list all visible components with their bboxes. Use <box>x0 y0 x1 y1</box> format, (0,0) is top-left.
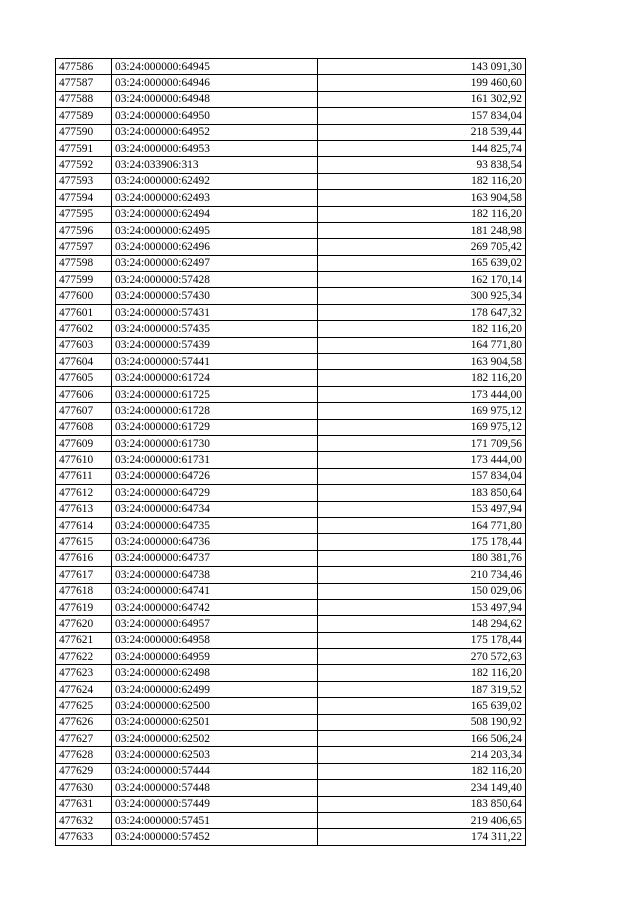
cadastral-value-cell: 164 771,80 <box>318 517 526 533</box>
row-number-cell: 477610 <box>56 452 112 468</box>
table-row <box>56 435 526 451</box>
table-row <box>56 550 526 566</box>
row-number-cell: 477631 <box>56 796 112 812</box>
cadastral-value-cell: 508 190,92 <box>318 714 526 730</box>
row-number-cell: 477605 <box>56 370 112 386</box>
row-number-cell: 477594 <box>56 190 112 206</box>
cadastral-value-cell: 143 091,30 <box>318 59 526 75</box>
row-number-cell: 477617 <box>56 567 112 583</box>
cadastral-value-cell: 173 444,00 <box>318 452 526 468</box>
table-row <box>56 173 526 189</box>
row-number-cell: 477614 <box>56 517 112 533</box>
cadastral-value-cell: 182 116,20 <box>318 665 526 681</box>
row-number-cell: 477629 <box>56 763 112 779</box>
cadastral-number-cell: 03:24:000000:64948 <box>112 91 318 107</box>
cadastral-value-cell: 165 639,02 <box>318 698 526 714</box>
row-number-cell: 477608 <box>56 419 112 435</box>
cadastral-number-cell: 03:24:000000:62498 <box>112 665 318 681</box>
cadastral-number-cell: 03:24:000000:64726 <box>112 468 318 484</box>
cadastral-value-cell: 148 294,62 <box>318 616 526 632</box>
cadastral-value-cell: 163 904,58 <box>318 190 526 206</box>
cadastral-value-cell: 178 647,32 <box>318 304 526 320</box>
table-row <box>56 157 526 173</box>
cadastral-number-cell: 03:24:000000:62500 <box>112 698 318 714</box>
cadastral-number-cell: 03:24:000000:64958 <box>112 632 318 648</box>
table-row <box>56 75 526 91</box>
cadastral-number-cell: 03:24:000000:64946 <box>112 75 318 91</box>
cadastral-value-cell: 169 975,12 <box>318 403 526 419</box>
cadastral-number-cell: 03:24:000000:64952 <box>112 124 318 140</box>
table-row <box>56 698 526 714</box>
row-number-cell: 477618 <box>56 583 112 599</box>
cadastral-number-cell: 03:24:000000:62495 <box>112 222 318 238</box>
cadastral-number-cell: 03:24:000000:57439 <box>112 337 318 353</box>
table-row <box>56 140 526 156</box>
cadastral-value-cell: 182 116,20 <box>318 370 526 386</box>
row-number-cell: 477589 <box>56 108 112 124</box>
table-row <box>56 714 526 730</box>
cadastral-value-cell: 153 497,94 <box>318 599 526 615</box>
row-number-cell: 477627 <box>56 731 112 747</box>
row-number-cell: 477607 <box>56 403 112 419</box>
cadastral-number-cell: 03:24:000000:61728 <box>112 403 318 419</box>
row-number-cell: 477630 <box>56 780 112 796</box>
table-row <box>56 812 526 828</box>
table-row <box>56 108 526 124</box>
cadastral-value-cell: 182 116,20 <box>318 763 526 779</box>
cadastral-value-cell: 180 381,76 <box>318 550 526 566</box>
cadastral-number-cell: 03:24:000000:62502 <box>112 731 318 747</box>
row-number-cell: 477622 <box>56 649 112 665</box>
row-number-cell: 477619 <box>56 599 112 615</box>
row-number-cell: 477621 <box>56 632 112 648</box>
table-row <box>56 829 526 845</box>
row-number-cell: 477598 <box>56 255 112 271</box>
row-number-cell: 477587 <box>56 75 112 91</box>
cadastral-number-cell: 03:24:000000:57451 <box>112 812 318 828</box>
cadastral-value-cell: 182 116,20 <box>318 173 526 189</box>
table-row <box>56 616 526 632</box>
table-body <box>56 59 526 846</box>
cadastral-number-cell: 03:24:033906:313 <box>112 157 318 173</box>
row-number-cell: 477624 <box>56 681 112 697</box>
table-row <box>56 91 526 107</box>
row-number-cell: 477601 <box>56 304 112 320</box>
table-row <box>56 517 526 533</box>
cadastral-number-cell: 03:24:000000:64736 <box>112 534 318 550</box>
cadastral-value-cell: 164 771,80 <box>318 337 526 353</box>
table-row <box>56 370 526 386</box>
cadastral-value-cell: 173 444,00 <box>318 386 526 402</box>
cadastral-number-cell: 03:24:000000:61731 <box>112 452 318 468</box>
table-row <box>56 321 526 337</box>
cadastral-number-cell: 03:24:000000:57431 <box>112 304 318 320</box>
cadastral-value-cell: 150 029,06 <box>318 583 526 599</box>
row-number-cell: 477609 <box>56 435 112 451</box>
cadastral-value-cell: 187 319,52 <box>318 681 526 697</box>
row-number-cell: 477625 <box>56 698 112 714</box>
cadastral-number-cell: 03:24:000000:64735 <box>112 517 318 533</box>
cadastral-number-cell: 03:24:000000:64950 <box>112 108 318 124</box>
table-row <box>56 304 526 320</box>
cadastral-value-cell: 161 302,92 <box>318 91 526 107</box>
cadastral-number-cell: 03:24:000000:62496 <box>112 239 318 255</box>
cadastral-number-cell: 03:24:000000:64742 <box>112 599 318 615</box>
table-row <box>56 222 526 238</box>
cadastral-value-cell: 269 705,42 <box>318 239 526 255</box>
cadastral-value-cell: 162 170,14 <box>318 272 526 288</box>
table-row <box>56 796 526 812</box>
table-row <box>56 255 526 271</box>
cadastral-number-cell: 03:24:000000:64737 <box>112 550 318 566</box>
row-number-cell: 477596 <box>56 222 112 238</box>
table-row <box>56 485 526 501</box>
table-row <box>56 649 526 665</box>
table-row <box>56 731 526 747</box>
cadastral-value-cell: 183 850,64 <box>318 485 526 501</box>
table-row <box>56 763 526 779</box>
table-row <box>56 452 526 468</box>
cadastral-number-cell: 03:24:000000:62503 <box>112 747 318 763</box>
cadastral-number-cell: 03:24:000000:62492 <box>112 173 318 189</box>
row-number-cell: 477626 <box>56 714 112 730</box>
table-row <box>56 780 526 796</box>
cadastral-number-cell: 03:24:000000:64738 <box>112 567 318 583</box>
cadastral-value-cell: 165 639,02 <box>318 255 526 271</box>
cadastral-value-cell: 270 572,63 <box>318 649 526 665</box>
table-row <box>56 403 526 419</box>
row-number-cell: 477603 <box>56 337 112 353</box>
row-number-cell: 477599 <box>56 272 112 288</box>
table-row <box>56 272 526 288</box>
cadastral-number-cell: 03:24:000000:64959 <box>112 649 318 665</box>
cadastral-number-cell: 03:24:000000:62497 <box>112 255 318 271</box>
cadastral-value-cell: 219 406,65 <box>318 812 526 828</box>
row-number-cell: 477588 <box>56 91 112 107</box>
cadastral-number-cell: 03:24:000000:62494 <box>112 206 318 222</box>
table-row <box>56 534 526 550</box>
cadastral-number-cell: 03:24:000000:57428 <box>112 272 318 288</box>
row-number-cell: 477602 <box>56 321 112 337</box>
table-row <box>56 337 526 353</box>
table-row <box>56 288 526 304</box>
row-number-cell: 477592 <box>56 157 112 173</box>
table-row <box>56 583 526 599</box>
row-number-cell: 477606 <box>56 386 112 402</box>
cadastral-value-cell: 183 850,64 <box>318 796 526 812</box>
cadastral-number-cell: 03:24:000000:62501 <box>112 714 318 730</box>
row-number-cell: 477593 <box>56 173 112 189</box>
table-row <box>56 681 526 697</box>
table-row <box>56 567 526 583</box>
cadastral-number-cell: 03:24:000000:61725 <box>112 386 318 402</box>
table-row <box>56 419 526 435</box>
row-number-cell: 477632 <box>56 812 112 828</box>
cadastral-number-cell: 03:24:000000:64734 <box>112 501 318 517</box>
cadastral-value-cell: 174 311,22 <box>318 829 526 845</box>
cadastral-value-cell: 300 925,34 <box>318 288 526 304</box>
cadastral-number-cell: 03:24:000000:57435 <box>112 321 318 337</box>
cadastral-value-cell: 218 539,44 <box>318 124 526 140</box>
cadastral-number-cell: 03:24:000000:64741 <box>112 583 318 599</box>
row-number-cell: 477628 <box>56 747 112 763</box>
row-number-cell: 477612 <box>56 485 112 501</box>
table-row <box>56 59 526 75</box>
table-row <box>56 501 526 517</box>
cadastral-value-cell: 181 248,98 <box>318 222 526 238</box>
row-number-cell: 477604 <box>56 354 112 370</box>
cadastral-value-cell: 171 709,56 <box>318 435 526 451</box>
row-number-cell: 477620 <box>56 616 112 632</box>
cadastral-number-cell: 03:24:000000:64957 <box>112 616 318 632</box>
cadastral-value-cell: 153 497,94 <box>318 501 526 517</box>
cadastral-number-cell: 03:24:000000:61729 <box>112 419 318 435</box>
row-number-cell: 477600 <box>56 288 112 304</box>
cadastral-number-cell: 03:24:000000:57449 <box>112 796 318 812</box>
cadastral-number-cell: 03:24:000000:64953 <box>112 140 318 156</box>
table-row <box>56 468 526 484</box>
cadastral-value-cell: 157 834,04 <box>318 108 526 124</box>
row-number-cell: 477613 <box>56 501 112 517</box>
table-row <box>56 632 526 648</box>
cadastral-value-cell: 175 178,44 <box>318 632 526 648</box>
table-row <box>56 747 526 763</box>
row-number-cell: 477611 <box>56 468 112 484</box>
cadastral-number-cell: 03:24:000000:57444 <box>112 763 318 779</box>
cadastral-number-cell: 03:24:000000:61724 <box>112 370 318 386</box>
table-row <box>56 239 526 255</box>
cadastral-value-cell: 93 838,54 <box>318 157 526 173</box>
cadastral-value-cell: 182 116,20 <box>318 206 526 222</box>
cadastral-value-cell: 175 178,44 <box>318 534 526 550</box>
row-number-cell: 477595 <box>56 206 112 222</box>
cadastral-value-cell: 199 460,60 <box>318 75 526 91</box>
cadastral-number-cell: 03:24:000000:62499 <box>112 681 318 697</box>
table-row <box>56 599 526 615</box>
cadastral-number-cell: 03:24:000000:57430 <box>112 288 318 304</box>
table-row <box>56 190 526 206</box>
cadastral-number-cell: 03:24:000000:57452 <box>112 829 318 845</box>
row-number-cell: 477615 <box>56 534 112 550</box>
table-row <box>56 124 526 140</box>
cadastral-value-cell: 182 116,20 <box>318 321 526 337</box>
cadastral-value-cell: 166 506,24 <box>318 731 526 747</box>
table-row <box>56 386 526 402</box>
cadastral-value-cell: 234 149,40 <box>318 780 526 796</box>
cadastral-value-cell: 169 975,12 <box>318 419 526 435</box>
cadastral-number-cell: 03:24:000000:57441 <box>112 354 318 370</box>
cadastral-value-cell: 157 834,04 <box>318 468 526 484</box>
table-row <box>56 665 526 681</box>
row-number-cell: 477633 <box>56 829 112 845</box>
table-row <box>56 206 526 222</box>
row-number-cell: 477623 <box>56 665 112 681</box>
cadastral-value-cell: 144 825,74 <box>318 140 526 156</box>
cadastral-number-cell: 03:24:000000:64729 <box>112 485 318 501</box>
row-number-cell: 477586 <box>56 59 112 75</box>
cadastral-number-cell: 03:24:000000:64945 <box>112 59 318 75</box>
row-number-cell: 477591 <box>56 140 112 156</box>
cadastral-value-cell: 163 904,58 <box>318 354 526 370</box>
cadastral-number-cell: 03:24:000000:62493 <box>112 190 318 206</box>
cadastral-value-cell: 214 203,34 <box>318 747 526 763</box>
table-row <box>56 354 526 370</box>
cadastral-number-cell: 03:24:000000:57448 <box>112 780 318 796</box>
row-number-cell: 477590 <box>56 124 112 140</box>
cadastral-number-cell: 03:24:000000:61730 <box>112 435 318 451</box>
cadastral-value-table <box>55 58 526 846</box>
cadastral-value-cell: 210 734,46 <box>318 567 526 583</box>
row-number-cell: 477597 <box>56 239 112 255</box>
row-number-cell: 477616 <box>56 550 112 566</box>
